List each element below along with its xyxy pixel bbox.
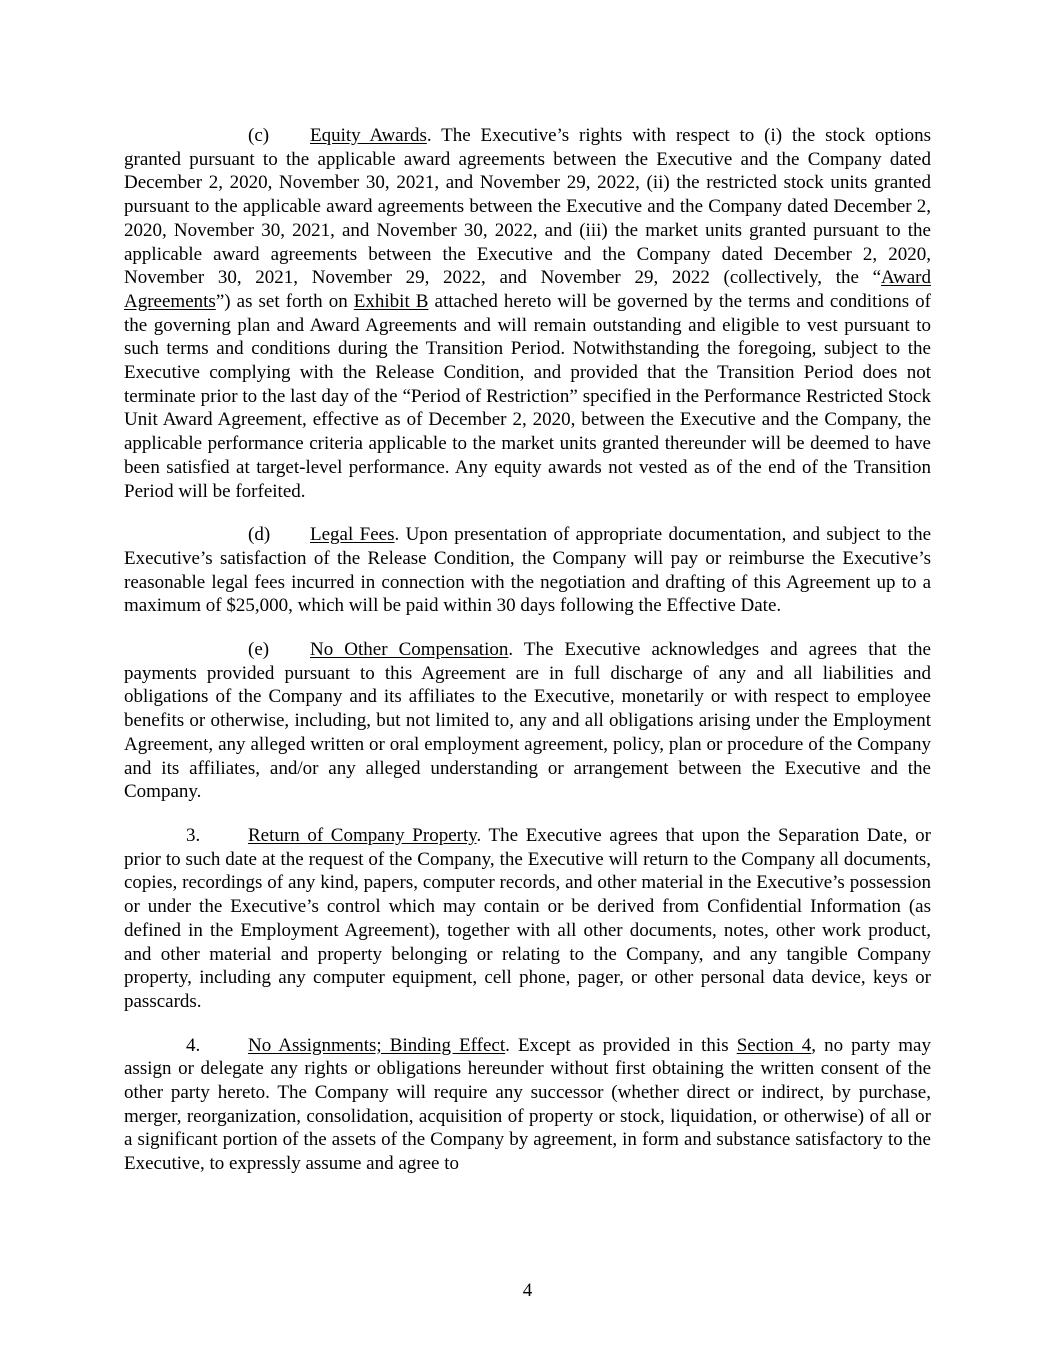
paragraph-equity-awards	[124, 124, 931, 503]
paragraph-text: . Upon presentation of appropriate documentation, and subject to the Executive’s satisfaction of the Release Condition, the Company will pay or reimburse the Executive’s reasonable legal fees incurred in connection with the negotiation and drafting of this Agreement up to a maximum of $25,000, which will be paid within 30 days following the Effective Date.	[124, 524, 932, 617]
paragraph-text: attached hereto will be governed by the terms and conditions of the governing plan and Award Agreements and will remain outstanding and eligible to vest pursuant to such terms and conditions during the Transition Period. Notwithstanding the foregoing, subject to the Executive complying with the Release Condition, and provided that the Transition Period does not terminate prior to the last day of the “Period of Restriction” specified in the Performance Restricted Stock Unit Award Agreement, effective as of December 2, 2020, between the Executive and the Company, the applicable performance criteria applicable to the market units granted thereunder will be deemed to have been satisfied at target-level performance. Any equity awards not vested as of the end of the Transition Period will be forfeited.	[124, 290, 931, 502]
paragraph-no-other-compensation	[124, 638, 931, 804]
paragraph-legal-fees	[124, 523, 931, 618]
term-award-agreements: Award Agreements	[124, 267, 931, 312]
paragraph-marker: (c)	[248, 125, 270, 146]
heading-equity-awards: Equity Awards	[310, 125, 427, 146]
heading-no-assignments: No Assignments; Binding Effect	[248, 1034, 506, 1056]
paragraph-no-assignments	[124, 1034, 931, 1176]
heading-legal-fees: Legal Fees	[310, 524, 395, 546]
paragraph-marker: 4.	[186, 1034, 201, 1056]
reference-section-4: Section 4	[736, 1034, 812, 1056]
paragraph-text: , no party may assign or delegate any rights or obligations hereunder without first obtaining the written consent of the other party hereto. The Company will require any successor (whether direct or indirect, by purchase, merger, reorganization, consolidation, acquisition of property or stock, liquidation, or otherwise) of all or a significant portion of the assets of the Company by agreement, in form and substance satisfactory to the Executive, to expressly assume and agree to	[124, 1034, 931, 1175]
paragraph-text: . Except as provided in this	[505, 1034, 737, 1056]
paragraph-text: . The Executive’s rights with respect to (i) the stock options granted pursuant to the applicable award agreements between the Executive and the Company dated December 2, 2020, November 30, 2021, and November 29, 2022, (ii) the restricted stock units granted pursuant to the applicable award agreements between the Executive and the Company dated December 2, 2020, November 30, 2021, and November 30, 2022, and (iii) the market units granted pursuant to the applicable award agreements between the Executive and the Company dated December 2, 2020, November 30, 2021, November 29, 2022, and November 29, 2022 (collectively, the “	[124, 125, 931, 289]
page-number: 4	[522, 1280, 533, 1301]
paragraph-marker: 3.	[186, 824, 201, 846]
paragraph-marker: (d)	[248, 524, 271, 546]
reference-exhibit-b: Exhibit B	[353, 290, 429, 312]
heading-no-other-compensation: No Other Compensation	[310, 639, 509, 661]
paragraph-text: . The Executive acknowledges and agrees that the payments provided pursuant to this Agreement are in full discharge of any and all liabilities and obligations of the Company and its affiliates to the Executive, monetarily or with respect to employee benefits or otherwise, including, but not limited to, any and all obligations arising under the Employment Agreement, any alleged written or oral employment agreement, policy, plan or procedure of the Company and its affiliates, and/or any alleged understanding or arrangement between the Executive and the Company.	[124, 639, 931, 803]
paragraph-marker: (e)	[248, 639, 270, 661]
document-page	[124, 124, 931, 1196]
heading-return-of-company-property: Return of Company Property	[248, 824, 477, 846]
paragraph-return-of-company-property	[124, 824, 931, 1014]
paragraph-text: . The Executive agrees that upon the Separation Date, or prior to such date at the request of the Company, the Executive will return to the Company all documents, copies, recordings of any kind, papers, computer records, and other material in the Executive’s possession or under the Executive’s control which may contain or be derived from Confidential Information (as defined in the Employment Agreement), together with all other documents, notes, other work product, and other material and property belonging or relating to the Company, and any tangible Company property, including any computer equipment, cell phone, pager, or other personal data device, keys or passcards.	[124, 824, 932, 1012]
paragraph-text: ”) as set forth on	[215, 290, 354, 312]
